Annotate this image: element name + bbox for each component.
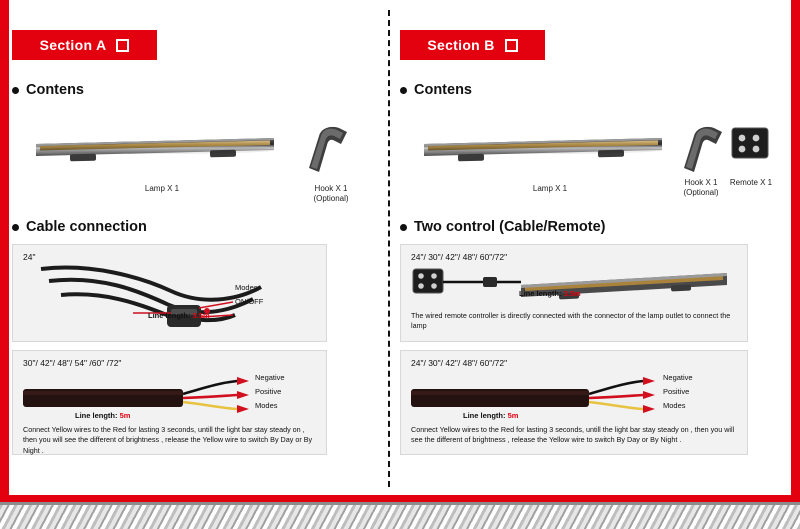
- callout-modes: Modes: [255, 401, 278, 410]
- section-b-title: Section B: [427, 37, 495, 53]
- section-b-panel-2: [400, 350, 748, 455]
- left-red-edge-bar: [0, 0, 9, 495]
- callout-positive: Positive: [663, 387, 690, 396]
- hook-illustration: [297, 122, 357, 174]
- bullet-icon: [400, 224, 407, 231]
- panel-size-label: 30"/ 42"/ 48"/ 54" /60" /72": [23, 358, 122, 368]
- line-length-label: Line length:: [463, 411, 506, 420]
- line-length-label: Line length:: [75, 411, 118, 420]
- panel-size-label: 24"/ 30"/ 42"/ 48"/ 60"/72": [411, 358, 508, 368]
- checkbox-empty-icon[interactable]: [116, 39, 129, 52]
- light-bar-illustration: [30, 120, 280, 180]
- section-b-contents-heading: [400, 82, 778, 98]
- section-a-banner: [12, 30, 157, 60]
- section-a-title: Section A: [39, 37, 107, 53]
- callout-negative: Negative: [255, 373, 285, 382]
- section-b-panel-2-note: Connect Yellow wires to the Red for lasting 3 seconds, untill the light bar stay steady on , then you will see the different of brightness , release the Yellow wire to switch By Day or By Night .: [411, 425, 735, 445]
- section-a-panel-1: [12, 244, 327, 342]
- remote-caption-text: Remote X 1: [729, 178, 773, 187]
- panel-size-label: 24"/ 30"/ 42"/ 48"/ 60"/72": [411, 252, 508, 262]
- light-bar-illustration: [418, 120, 668, 180]
- remote-caption: [720, 178, 782, 188]
- callout-modes: Modes: [663, 401, 686, 410]
- hook-caption-text: Hook X 1: [314, 184, 348, 193]
- line-length-value: 5m: [507, 411, 519, 420]
- lamp-caption-text: Lamp X 1: [532, 184, 568, 193]
- lamp-caption-text: Lamp X 1: [144, 184, 180, 193]
- remote-illustration: [730, 126, 772, 168]
- hazard-red-line: [0, 495, 800, 502]
- bullet-icon: [12, 87, 19, 94]
- callout-modes: Modes: [235, 283, 258, 292]
- hook-caption-text: Hook X 1: [684, 178, 718, 187]
- line-length-2: [75, 411, 130, 420]
- section-b-panel-1-note: The wired remote controller is directly connected with the connector of the lamp outlet to connect the lamp: [411, 311, 731, 331]
- lamp-caption: [117, 184, 207, 194]
- section-b-panel-1: [400, 244, 748, 342]
- line-length-2: [463, 411, 518, 420]
- hook-caption: [296, 184, 366, 204]
- line-length-1: [148, 311, 210, 320]
- section-a-panel-2-note: Connect Yellow wires to the Red for lasting 3 seconds, untill the light bar stay steady on , then you will see the different of brightness , release the Yellow wire to switch By Day or By Night .: [23, 425, 313, 455]
- cable-heading-label: Cable connection: [26, 219, 147, 235]
- section-a-cable-heading: [12, 219, 390, 235]
- panel-size-label: 24": [23, 252, 36, 262]
- section-b-contents-figure: [400, 102, 778, 197]
- line-length-label: Line length:: [148, 311, 191, 320]
- checkbox-empty-icon[interactable]: [505, 39, 518, 52]
- line-length-value: 5m: [119, 411, 131, 420]
- bullet-icon: [12, 224, 19, 231]
- callout-negative: Negative: [663, 373, 693, 382]
- line-length-value: 3.5m: [563, 289, 581, 298]
- section-a-contents-heading: [12, 82, 390, 98]
- section-a-panel-2: [12, 350, 327, 455]
- cable-controller-illustration: [21, 261, 321, 341]
- section-b-banner: [400, 30, 545, 60]
- lamp-caption: [505, 184, 595, 194]
- two-control-heading-label: Two control (Cable/Remote): [414, 219, 606, 235]
- section-b-cable-heading: [400, 219, 778, 235]
- hook-caption-sub: (Optional): [683, 188, 719, 197]
- right-red-edge-bar: [791, 0, 800, 495]
- bullet-icon: [400, 87, 407, 94]
- hook-caption-sub: (Optional): [313, 194, 349, 203]
- line-length-value: 3.5m: [192, 311, 210, 320]
- wire-harness-illustration: [21, 375, 281, 421]
- callout-onoff: ON/OFF: [235, 297, 264, 306]
- callout-positive: Positive: [255, 387, 282, 396]
- line-length-1: [519, 289, 581, 298]
- section-b-column: [400, 0, 778, 455]
- bottom-hazard-stripe: [0, 495, 800, 529]
- section-a-column: [12, 0, 390, 455]
- line-length-label: Line length:: [519, 289, 562, 298]
- contents-heading-label: Contens: [414, 82, 472, 98]
- contents-heading-label: Contens: [26, 82, 84, 98]
- section-a-contents-figure: [12, 102, 390, 203]
- wire-harness-illustration: [409, 375, 679, 421]
- hook-illustration: [672, 122, 732, 174]
